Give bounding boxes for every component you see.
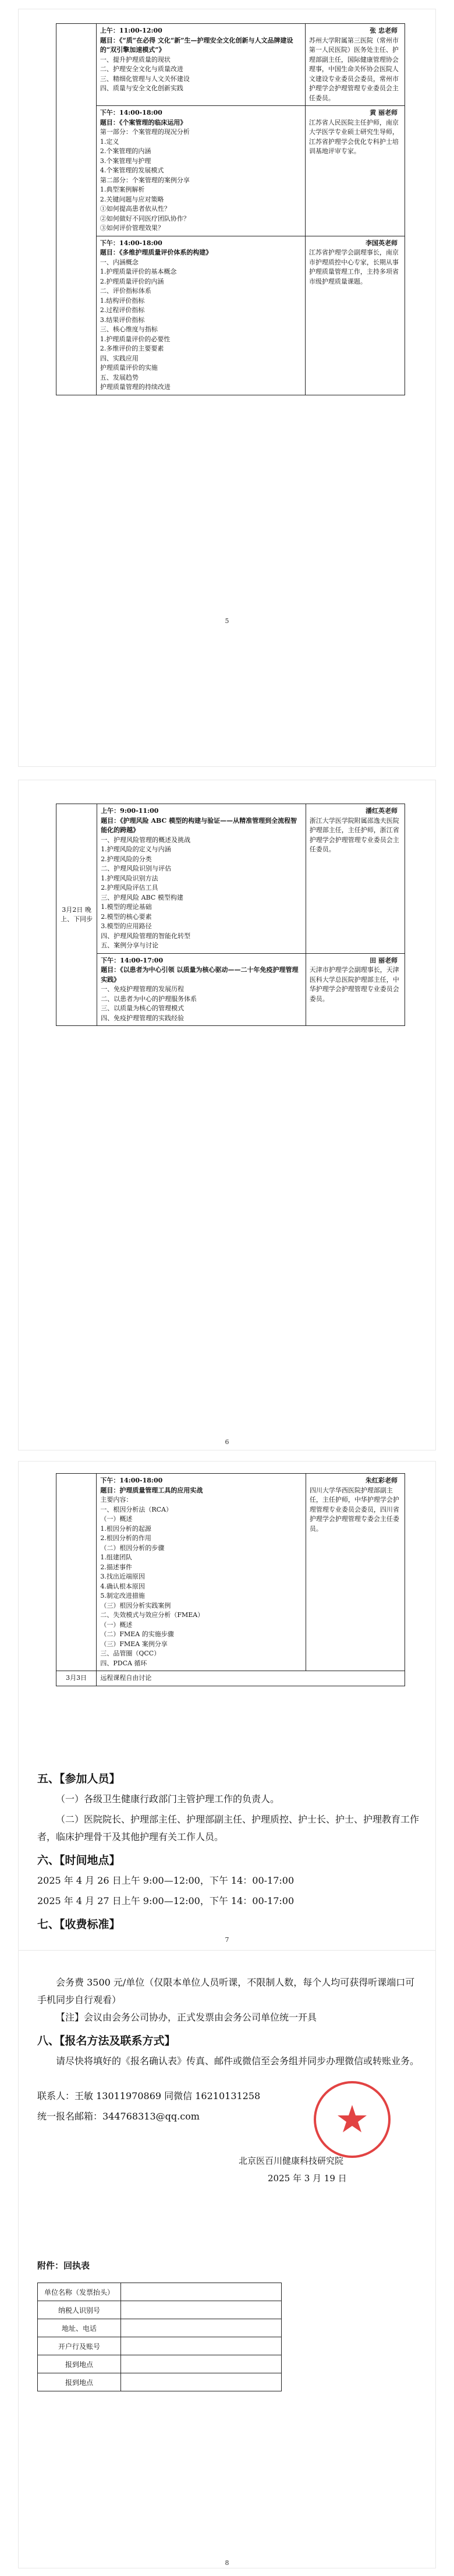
- outline-line: （二）FMEA 的实施步骤: [100, 1630, 174, 1638]
- paragraph: 会务费 3500 元/单位（仅限本单位人员听课，不限制人数，每个人均可获得听课端口可手机同步自行观看）: [37, 1977, 415, 2005]
- schedule-table: [56, 804, 405, 1026]
- speaker-name: 李国英老师: [366, 239, 398, 247]
- outline-line: 三、以质量为核心的管理模式: [101, 1004, 185, 1012]
- section-title: 六、【时间地点】: [37, 1854, 120, 1867]
- receipt-row: [38, 2301, 282, 2319]
- outline-line: 二、失效模式与效应分析（FMEA）: [100, 1611, 204, 1619]
- receipt-label: 地址、电话: [38, 2319, 121, 2337]
- outline-line: （三）FMEA 案例分享: [100, 1640, 168, 1648]
- schedule-row: [56, 106, 405, 236]
- outline-line: 护理质量管理的持续改进: [100, 383, 171, 391]
- receipt-value-field[interactable]: [121, 2355, 282, 2373]
- speaker-name: 黄 丽老师: [370, 109, 398, 116]
- outline-line: ①如何提高患者依从性？: [100, 205, 171, 213]
- schedule-date-cell: 3月2日 晚上、下同步: [56, 804, 97, 1026]
- receipt-label: 单位名称（发票抬头）: [38, 2283, 121, 2301]
- outline-line: 二、护理安全文化与质量改进: [100, 65, 183, 73]
- schedule-content-cell: [97, 1474, 306, 1671]
- outline-line: 四、PDCA 循环: [100, 1659, 147, 1667]
- outline-line: 4.个案管理的发展模式: [100, 167, 164, 174]
- outline-line: 五、发展趋势: [100, 373, 139, 381]
- outline-line: 一、免疫护理管理的发展历程: [101, 985, 185, 993]
- receipt-row: [38, 2283, 282, 2301]
- receipt-row: [38, 2373, 282, 2391]
- outline-line: 四、实践应用: [100, 354, 139, 362]
- receipt-row: [38, 2337, 282, 2355]
- receipt-table: [37, 2283, 282, 2391]
- outline-line: 第一部分：个案管理的现况分析: [100, 128, 190, 136]
- schedule-table: [56, 1473, 405, 1686]
- outline-line: 2.根因分析的作用: [100, 1534, 151, 1542]
- outline-line: 1.护理风险识别方法: [101, 874, 158, 882]
- speaker-name: 朱红彩老师: [366, 1477, 398, 1484]
- section-title: 七、【收费标准】: [37, 1918, 120, 1931]
- schedule-content-cell: [97, 953, 306, 1026]
- outline-line: 二、评价指标体系: [100, 287, 151, 295]
- schedule-closing-cell: 远程课程自由讨论: [97, 1671, 405, 1686]
- receipt-row: [38, 2319, 282, 2337]
- schedule-speaker-cell: [305, 24, 405, 106]
- outline-line: 3.结果评价指标: [100, 316, 145, 324]
- speaker-bio: 四川大学华西医院护理部副主任，主任护师，中华护理学会护理管理专业委员会委员，四川省护理学会护理管理专委会主任委员。: [309, 1486, 399, 1533]
- paragraph: 2025 年 4 月 26 日上午 9:00—12:00，下午 14：00-17:00: [37, 1875, 295, 1886]
- receipt-label: 开户行及账号: [38, 2337, 121, 2355]
- outline-line: 2.描述事件: [100, 1563, 132, 1571]
- signature-org: 北京医百川健康科技研究院: [239, 2156, 344, 2166]
- outline-line: 1.模型的理论基础: [101, 903, 152, 911]
- paragraph: （二）医院院长、护理部主任、护理部副主任、护理质控、护士长、护士、护理教育工作者，临床护理骨干及其他护理有关工作人员。: [37, 1814, 420, 1842]
- schedule-content-cell: [96, 24, 305, 106]
- signature-date: 2025 年 3 月 19 日: [268, 2173, 347, 2184]
- session-time: 下午：14:00-18:00: [100, 109, 162, 116]
- outline-line: ③如何评价管理效果？: [100, 224, 164, 232]
- page-number: 6: [225, 1438, 229, 1446]
- speaker-name: 田 丽老师: [370, 956, 398, 964]
- speaker-bio: 苏州大学附属第三医院（常州市第一人民医院）医务处主任、护理部副主任，国际健康管理协会理事，中国生命关怀协会医院人文建设专业委员会委员，常州市护理学会护理管理专业委员会主任委员。: [308, 36, 399, 102]
- outline-line: 2.关键问题与应对策略: [100, 195, 164, 203]
- outline-line: （二）根因分析的步骤: [100, 1544, 165, 1552]
- schedule-speaker-cell: [305, 106, 405, 236]
- outline-line: 四、免疫护理管理的实践经验: [101, 1014, 185, 1022]
- schedule-content-cell: [96, 106, 305, 236]
- outline-line: 一、护理风险管理的概述及挑战: [101, 836, 191, 844]
- session-time: 下午：14:00-17:00: [101, 956, 164, 964]
- receipt-label: 纳税人识别号: [38, 2301, 121, 2319]
- schedule-speaker-cell: [306, 953, 405, 1026]
- outline-line: 1.根因分析的起源: [100, 1524, 151, 1533]
- speaker-bio: 江苏省人民医院主任护师，南京大学医学专业硕士研究生导师，江苏省护理学会优化专科护士培训基地评审专家。: [308, 118, 399, 155]
- outline-line: 4.确认根本原因: [100, 1582, 145, 1590]
- receipt-label: 报到地点: [38, 2373, 121, 2391]
- speaker-bio: 江苏省护理学会副理事长，南京市护理质控中心专家，长期从事护理质量管理工作，主持多项省市级护理质量课题。: [308, 249, 399, 285]
- outline-line: 三、品管圈（QCC）: [100, 1650, 161, 1657]
- outline-line: 2.过程评价指标: [100, 306, 145, 314]
- page-number: 7: [225, 1936, 229, 1944]
- session-time: 下午：14:00-18:00: [100, 1477, 163, 1484]
- paragraph: 【注】会议由会务公司协办，正式发票由会务公司单位统一开具: [56, 2012, 317, 2023]
- outline-line: 三、护理风险 ABC 模型构建: [101, 893, 183, 901]
- session-topic: 题目：护理质量管理工具的应用实战: [100, 1486, 203, 1494]
- outline-line: 二、护理风险识别与评估: [101, 865, 172, 872]
- speaker-name: 潘红英老师: [366, 807, 398, 815]
- session-time: 上午：9:00-11:00: [101, 807, 159, 815]
- session-time: 上午：11:00-12:00: [100, 27, 162, 34]
- session-topic: 题目：《“质”在必得 文化“新”生—护理安全文化创新与人文品牌建设的“双引擎加速模式”》: [100, 36, 293, 54]
- schedule-speaker-cell: [305, 236, 405, 395]
- schedule-row: [56, 804, 405, 954]
- outline-line: 1.护理质量评价的基本概念: [100, 268, 177, 275]
- receipt-value-field[interactable]: [121, 2301, 282, 2319]
- outline-line: 1.护理质量评价的必要性: [100, 335, 171, 343]
- outline-line: 3.模型的应用路径: [101, 922, 152, 930]
- outline-line: 四、护理风险管理的智能化转型: [101, 932, 191, 940]
- outline-line: （一）概述: [100, 1515, 133, 1523]
- outline-line: 5.制定改进措施: [100, 1592, 145, 1600]
- outline-line: 三、核心维度与指标: [100, 325, 158, 333]
- paragraph: （一）各级卫生健康行政部门主管护理工作的负责人。: [56, 1793, 280, 1804]
- schedule-row: [56, 24, 405, 106]
- schedule-speaker-cell: [306, 1474, 405, 1671]
- session-topic: 题目：《以患者为中心引领 以质量为核心驱动——二十年免疫护理管理实践》: [101, 966, 299, 983]
- outline-line: 1.组建团队: [100, 1554, 132, 1561]
- outline-line: 一、根因分析法（RCA）: [100, 1505, 173, 1513]
- session-time: 下午：14:00-18:00: [100, 239, 162, 247]
- schedule-date-cell: [56, 1474, 97, 1671]
- receipt-value-field[interactable]: [121, 2319, 282, 2337]
- outline-line: 主要内容：: [100, 1496, 133, 1503]
- paragraph: 2025 年 4 月 27 日上午 9:00—12:00，下午 14：00-17:00: [37, 1895, 295, 1906]
- outline-line: 三、精细化管理与人文关怀建设: [100, 75, 190, 83]
- outline-line: 2.多维评价的主要要素: [100, 345, 164, 352]
- schedule-content-cell: [96, 236, 305, 395]
- outline-line: 2.个案管理的内涵: [100, 147, 151, 155]
- outline-line: 一、提升护理质量的现状: [100, 55, 171, 63]
- receipt-value-field[interactable]: [121, 2283, 282, 2301]
- schedule-row: [56, 1474, 405, 1671]
- outline-line: 四、质量与安全文化创新实践: [100, 84, 183, 92]
- annex-title: 附件：回执表: [37, 2260, 90, 2271]
- session-topic: 题目：《多维护理质量评价体系的构建》: [100, 249, 212, 256]
- outline-line: （三）根因分析实践案例: [100, 1601, 171, 1609]
- paragraph: 请尽快将填好的《报名确认表》传真、邮件或微信至会务组并同步办理微信或转账业务。: [56, 2055, 420, 2067]
- outline-line: 2.护理质量评价的内涵: [100, 277, 164, 285]
- outline-line: 二、以患者为中心的护理服务体系: [101, 995, 197, 1003]
- schedule-row: [56, 1671, 405, 1686]
- section-title: 八、【报名方法及联系方式】: [37, 2034, 176, 2047]
- schedule-table: [56, 23, 405, 395]
- outline-line: 1.定义: [100, 137, 119, 146]
- speaker-name: 张 忠老师: [370, 27, 398, 34]
- schedule-date-cell: [56, 24, 97, 395]
- session-topic: 题目：《个案管理的临床运用》: [100, 118, 187, 126]
- schedule-row: [56, 953, 405, 1026]
- outline-line: 护理质量评价的实施: [100, 364, 158, 371]
- receipt-value-field[interactable]: [121, 2373, 282, 2391]
- outline-line: 一、内涵概念: [100, 258, 139, 266]
- outline-line: ②如何做好不同医疗团队协作？: [100, 214, 190, 222]
- section-title: 五、【参加人员】: [37, 1772, 120, 1785]
- receipt-value-field[interactable]: [121, 2337, 282, 2355]
- outline-line: 1.护理风险的定义与内涵: [101, 845, 171, 853]
- outline-line: 2.护理风险的分类: [101, 855, 152, 863]
- outline-line: 2.模型的核心要素: [101, 912, 152, 921]
- email-line: 统一报名邮箱：344768313@qq.com: [37, 2111, 200, 2122]
- outline-line: 3.找出近端原因: [100, 1573, 145, 1580]
- outline-line: 2.护理风险评估工具: [101, 884, 158, 891]
- schedule-row: [56, 236, 405, 395]
- session-topic: 题目：《护理风险 ABC 模型的构建与验证——从精准管理到全流程智能化的跨越》: [101, 816, 297, 834]
- page-number: 5: [225, 617, 229, 625]
- official-seal-icon: [311, 2079, 393, 2160]
- outline-line: 1.典型案例解析: [100, 186, 145, 193]
- outline-line: 3.个案管理与护理: [100, 157, 151, 165]
- outline-line: 1.结构评价指标: [100, 296, 145, 305]
- speaker-bio: 天津市护理学会副理事长，天津医科大学总医院护理部主任，中华护理学会护理管理专业委员会委员。: [309, 966, 399, 1003]
- receipt-row: [38, 2355, 282, 2373]
- schedule-date-cell: 3月3日: [56, 1671, 97, 1686]
- schedule-speaker-cell: [306, 804, 405, 954]
- contact-line: 联系人：王敏 13011970869 同微信 16210131258: [37, 2090, 261, 2101]
- receipt-label: 报到地点: [38, 2355, 121, 2373]
- schedule-content-cell: [97, 804, 306, 954]
- outline-line: 五、案例分享与讨论: [101, 942, 159, 949]
- page-number: 8: [225, 2559, 229, 2567]
- outline-line: （一）概述: [100, 1620, 133, 1629]
- outline-line: 第二部分：个案管理的案例分享: [100, 176, 190, 184]
- speaker-bio: 浙江大学医学院附属邵逸夫医院护理部主任，主任护师，浙江省护理学会护理管理专业委员会主任委员。: [309, 816, 399, 853]
